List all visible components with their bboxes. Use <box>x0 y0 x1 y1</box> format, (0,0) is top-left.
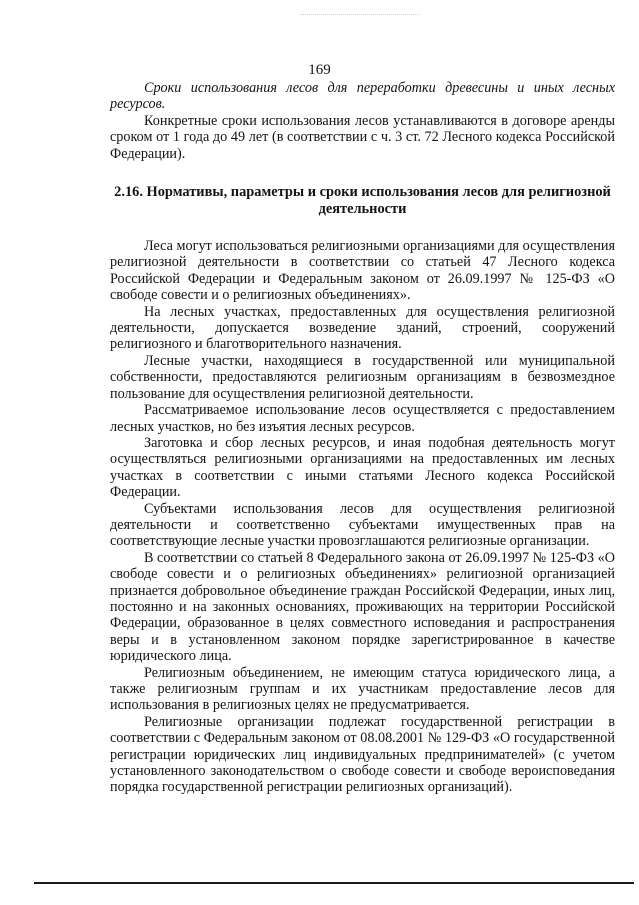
scan-artifact <box>300 14 420 19</box>
section-paragraph: Религиозные организации подлежат государственной регистрации в соответствии с Федеральным законом от 08.08.2001 № 129-ФЗ «О государственной регистрации юридических лиц индивидуальных предпринимателей» (с учетом установленного законодательством о свободе совести и свободе вероисповедания порядка государственной регистрации религиозных организаций). <box>110 713 615 796</box>
section-paragraph: Заготовка и сбор лесных ресурсов, и иная подобная деятельность могут осуществляться религиозными организациями на предоставленных им лесных участках в соответствии с иными статьями Лесного кодекса Российской Федерации. <box>110 434 615 501</box>
intro-paragraph: Конкретные сроки использования лесов устанавливаются в договоре аренды сроком от 1 года до 49 лет (в соответствии с ч. 3 ст. 72 Лесного кодекса Российской Федерации). <box>110 112 615 162</box>
section-paragraph: Субъектами использования лесов для осуществления религиозной деятельности и соответственно субъектами имущественных прав на соответствующие лесные участки провозглашаются религиозные организации. <box>110 500 615 550</box>
intro-italic-heading: Сроки использования лесов для переработки древесины и иных лесных ресурсов. <box>110 80 615 113</box>
page-content <box>110 80 615 796</box>
section-paragraph: Лесные участки, находящиеся в государственной или муниципальной собственности, предоставляются религиозным организациям в безвозмездное пользование для осуществления религиозной деятельности. <box>110 352 615 402</box>
section-paragraph: На лесных участках, предоставленных для осуществления религиозной деятельности, допускается возведение зданий, строений, сооружений религиозного и благотворительного назначения. <box>110 303 615 353</box>
section-paragraph: Религиозным объединением, не имеющим статуса юридического лица, а также религиозным группам и их участникам предоставление лесов для использования в религиозных целях не предусматривается. <box>110 664 615 714</box>
section-title: 2.16. Нормативы, параметры и сроки использования лесов для религиозной деятельности <box>114 184 611 218</box>
section-paragraph: Рассматриваемое использование лесов осуществляется с предоставлением лесных участков, но без изъятия лесных ресурсов. <box>110 402 615 435</box>
bottom-rule <box>34 882 634 884</box>
section-paragraph: В соответствии со статьей 8 Федерального закона от 26.09.1997 № 125-ФЗ «О свободе совести и о религиозных объединениях» религиозной организацией признается добровольное объединение граждан Российской Федерации, иных лиц, постоянно и на законных основаниях, проживающих на территории Российской Федерации, образованное в целях совместного исповедания и распространения веры и в установленном законом порядке зарегистрированное в качестве юридического лица. <box>110 549 615 665</box>
page-number: 169 <box>308 62 331 78</box>
section-paragraph: Леса могут использоваться религиозными организациями для осуществления религиозной деятельности в соответствии со статьей 47 Лесного кодекса Российской Федерации и Федеральным законом от 26.09.1997 № 125-ФЗ «О свободе совести и о религиозных объединениях». <box>110 238 615 304</box>
